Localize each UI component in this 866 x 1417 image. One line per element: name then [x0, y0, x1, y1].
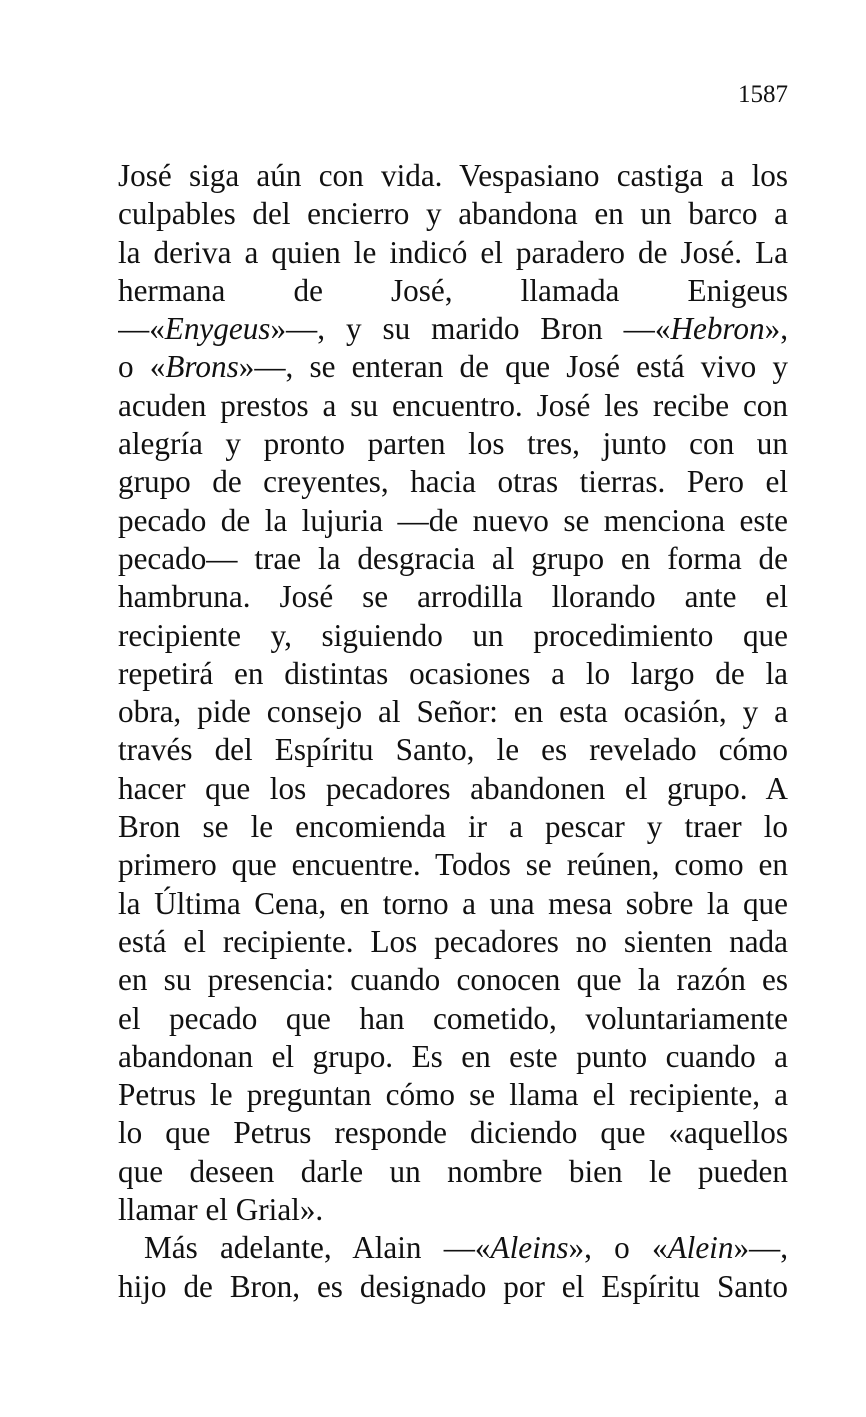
text-segment: abandonan el grupo. Es en este punto cuando a: [118, 1038, 788, 1074]
text-line: [118, 731, 788, 769]
text-segment: hambruna. José se arrodilla llorando ante el: [118, 579, 788, 615]
text-segment: primero que encuentre. Todos se reúnen, como en: [118, 847, 788, 883]
text-segment: —«: [118, 311, 165, 347]
text-line: [118, 310, 788, 348]
text-segment: hermana de José, llamada Enigeus: [118, 272, 788, 308]
text-segment: »—,: [733, 1230, 788, 1266]
text-segment: »—, se enteran de que José está vivo y: [238, 349, 788, 385]
text-segment: pecado— trae la desgracia al grupo en forma de: [118, 540, 788, 576]
text-line: [118, 1000, 788, 1038]
text-line: [118, 1114, 788, 1152]
text-line: [118, 463, 788, 501]
text-line: [118, 540, 788, 578]
text-segment: la Última Cena, en torno a una mesa sobre la que: [118, 885, 788, 921]
text-segment: o «: [118, 349, 166, 385]
text-segment: recipiente y, siguiendo un procedimiento que: [118, 617, 788, 653]
text-line: [118, 1153, 788, 1191]
text-segment: través del Espíritu Santo, le es revelado cómo: [118, 732, 788, 768]
text-line: [118, 157, 788, 195]
page-number: 1587: [738, 81, 788, 108]
text-segment: Bron se le encomienda ir a pescar y traer lo: [118, 809, 788, 845]
text-line: [118, 1191, 788, 1229]
text-line: [118, 1268, 788, 1306]
text-segment: la deriva a quien le indicó el paradero de José. La: [118, 234, 788, 270]
text-segment: culpables del encierro y abandona en un barco a: [118, 196, 788, 232]
text-line: [118, 617, 788, 655]
text-segment: llamar el Grial».: [118, 1192, 324, 1228]
text-line: [118, 808, 788, 846]
text-segment: repetirá en distintas ocasiones a lo largo de la: [118, 655, 788, 691]
italic-text: Brons: [165, 349, 239, 385]
text-line: [118, 234, 788, 272]
text-line: [118, 272, 788, 310]
text-segment: alegría y pronto parten los tres, junto con un: [118, 426, 788, 462]
text-segment: está el recipiente. Los pecadores no sienten nada: [118, 923, 788, 959]
text-segment: », o «: [568, 1230, 668, 1266]
text-line: [118, 693, 788, 731]
text-line: [118, 578, 788, 616]
text-line: [118, 195, 788, 233]
text-segment: grupo de creyentes, hacia otras tierras. Pero el: [118, 464, 788, 500]
text-segment: hacer que los pecadores abandonen el grupo. A: [118, 770, 788, 806]
text-segment: obra, pide consejo al Señor: en esta ocasión, y a: [118, 694, 788, 730]
italic-text: Enygeus: [164, 311, 271, 347]
text-line: [118, 348, 788, 386]
text-line: [118, 923, 788, 961]
text-segment: hijo de Bron, es designado por el Espíritu Santo: [118, 1268, 788, 1304]
italic-text: Alein: [667, 1230, 734, 1266]
text-segment: acuden prestos a su encuentro. José les recibe con: [118, 387, 788, 423]
text-line: [118, 1076, 788, 1114]
text-segment: el pecado que han cometido, voluntariamente: [118, 1000, 788, 1036]
text-segment: pecado de la lujuria —de nuevo se menciona este: [118, 502, 788, 538]
text-segment: Petrus le preguntan cómo se llama el recipiente, a: [118, 1077, 788, 1113]
text-line: [118, 961, 788, 999]
text-line: [118, 387, 788, 425]
text-line: [118, 425, 788, 463]
text-line: [118, 885, 788, 923]
text-segment: »—, y su marido Bron —«: [270, 311, 671, 347]
text-segment: »,: [764, 311, 788, 347]
text-line: [118, 655, 788, 693]
text-segment: José siga aún con vida. Vespasiano castiga a los: [118, 158, 788, 193]
text-line: [118, 502, 788, 540]
italic-text: Hebron: [670, 311, 765, 347]
text-line: [118, 1038, 788, 1076]
text-segment: que deseen darle un nombre bien le pueden: [118, 1153, 788, 1189]
text-line: [118, 1229, 788, 1267]
text-segment: lo que Petrus responde diciendo que «aquellos: [118, 1115, 788, 1151]
text-segment: Más adelante, Alain —«: [144, 1230, 491, 1266]
text-segment: en su presencia: cuando conocen que la razón es: [118, 962, 788, 998]
text-line: [118, 770, 788, 808]
italic-text: Aleins: [490, 1230, 569, 1266]
text-line: [118, 846, 788, 884]
body-text: [118, 157, 788, 1306]
